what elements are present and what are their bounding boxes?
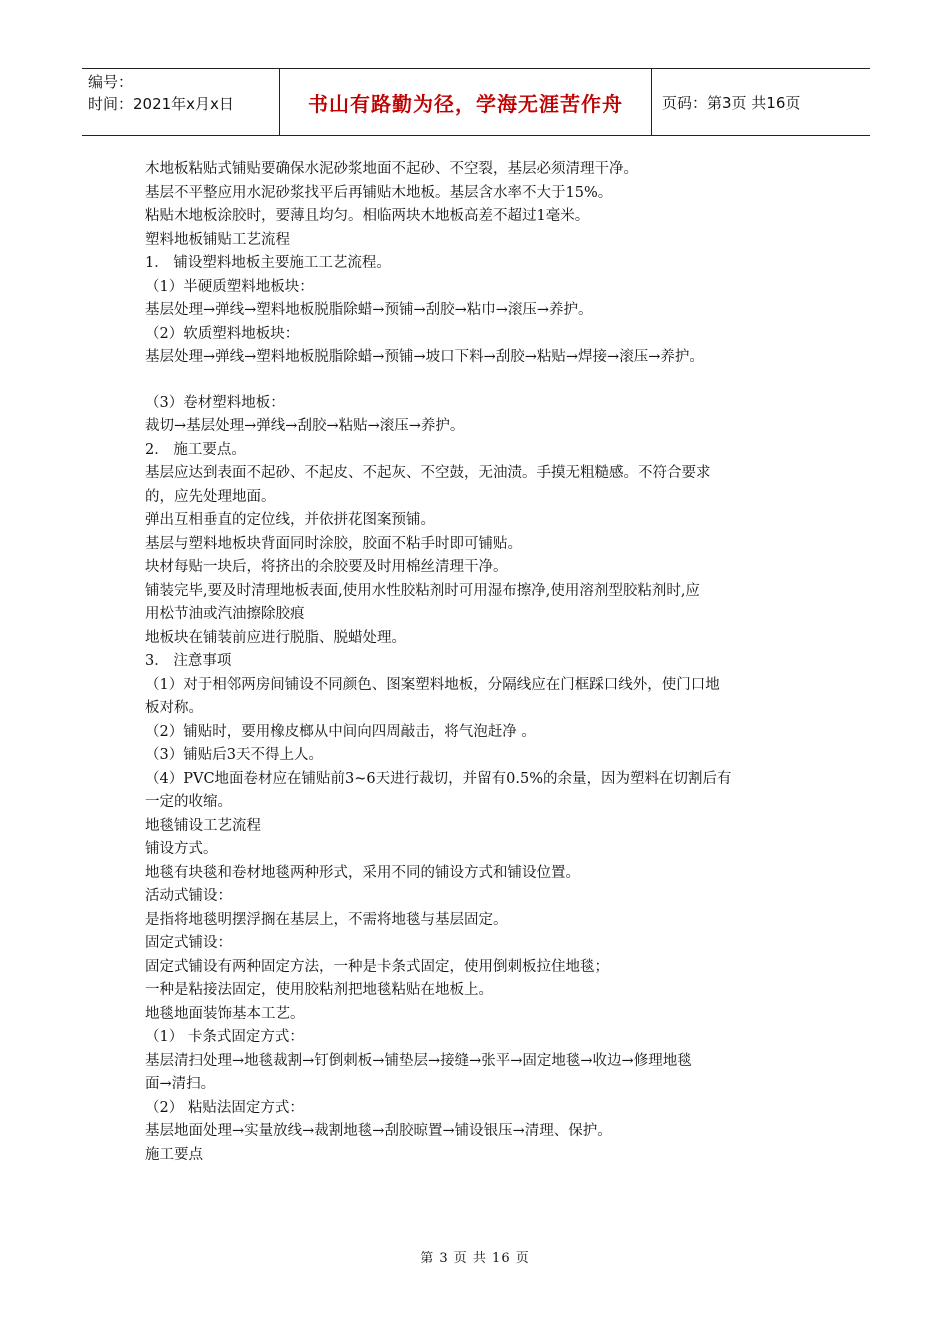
text-line: 裁切→基层处理→弹线→刮胶→粘贴→滚压→养护。 [145, 418, 465, 434]
document-date-label: 时间：2021年x月x日 [88, 95, 234, 113]
text-line: 2． 施工要点。 [145, 441, 246, 458]
text-line: 固定式铺设有两种固定方法，一种是卡条式固定，使用倒刺板拉住地毯； [145, 958, 609, 975]
text-line: 基层应达到表面不起砂、不起皮、不起灰、不空鼓，无油渍。手摸无粗糙感。不符合要求 [145, 465, 711, 481]
header-page-label: 页码：第3页 共16页 [662, 93, 801, 112]
text-line: 板对称。 [145, 700, 203, 716]
text-line: 基层与塑料地板块背面同时涂胶，胶面不粘手时即可铺贴。 [145, 535, 522, 552]
text-line: 地毯有块毯和卷材地毯两种形式，采用不同的铺设方式和铺设位置。 [145, 864, 580, 881]
text-line: 施工要点 [145, 1146, 203, 1163]
text-line: （1） 卡条式固定方式： [145, 1029, 304, 1045]
text-line: 是指将地毯明摆浮搁在基层上，不需将地毯与基层固定。 [145, 911, 508, 928]
text-line: 一定的收缩。 [145, 794, 232, 810]
text-line: （1）对于相邻两房间铺设不同颜色、图案塑料地板，分隔线应在门框踩口线外，使门口地 [145, 676, 720, 693]
text-line: （3）卷材塑料地板： [145, 394, 285, 411]
text-line: 的，应先处理地面。 [145, 488, 276, 505]
text-line: 活动式铺设： [145, 888, 232, 904]
text-line: 基层处理→弹线→塑料地板脱脂除蜡→预铺→刮胶→粘巾→滚压→养护。 [145, 302, 593, 318]
text-line: （2）软质塑料地板块： [145, 325, 300, 342]
text-line: 地毯地面装饰基本工艺。 [145, 1005, 305, 1022]
text-line: 面→清扫。 [145, 1076, 216, 1092]
text-line: （2） 粘贴法固定方式： [145, 1099, 304, 1116]
text-line: （2）铺贴时，要用橡皮榔从中间向四周敲击，将气泡赶净 。 [145, 723, 536, 740]
document-body [145, 158, 810, 1167]
header-motto: 书山有路勤为径，学海无涯苦作舟 [280, 69, 652, 135]
text-line: 基层处理→弹线→塑料地板脱脂除蜡→预铺→坡口下料→刮胶→粘贴→焊接→滚压→养护。 [145, 349, 704, 365]
text-line: 3． 注意事项 [145, 653, 232, 669]
text-line: 铺设方式。 [145, 841, 218, 857]
text-line: （3）铺贴后3天不得上人。 [145, 747, 323, 763]
text-line: 木地板粘贴式铺贴要确保水泥砂浆地面不起砂、不空裂，基层必须清理干净。 [145, 161, 638, 177]
page-header [82, 68, 870, 136]
text-line: （1）半硬质塑料地板块： [145, 278, 314, 295]
text-line: 弹出互相垂直的定位线，并依拼花图案预铺。 [145, 512, 435, 528]
text-line: 基层不平整应用水泥砂浆找平后再铺贴木地板。基层含水率不大于15%。 [145, 184, 613, 201]
text-line: 1． 铺设塑料地板主要施工工艺流程。 [145, 255, 391, 271]
section-heading: 塑料地板铺贴工艺流程 [145, 231, 290, 248]
text-line: （4）PVC地面卷材应在铺贴前3~6天进行裁切，并留有0.5%的余量，因为塑料在切割后有 [145, 770, 732, 787]
text-line: 用松节油或汽油擦除胶痕 [145, 606, 305, 622]
text-line: 一种是粘接法固定，使用胶粘剂把地毯粘贴在地板上。 [145, 982, 493, 998]
text-line: 基层地面处理→实量放线→裁割地毯→刮胶晾置→铺设银压→清理、保护。 [145, 1123, 612, 1139]
text-line: 铺装完毕,要及时清理地板表面,使用水性胶粘剂时可用湿布擦净,使用溶剂型胶粘剂时,应 [145, 582, 700, 599]
text-line: 块材每贴一块后，将挤出的余胶要及时用棉丝清理干净。 [145, 559, 508, 575]
page-footer: 第 3 页 共 16 页 [420, 1251, 530, 1266]
text-line: 粘贴木地板涂胶时，要薄且均匀。相临两块木地板高差不超过1毫米。 [145, 208, 590, 224]
section-heading: 地毯铺设工艺流程 [145, 817, 261, 834]
text-line: 地板块在铺装前应进行脱脂、脱蜡处理。 [145, 629, 406, 646]
header-meta [82, 69, 280, 135]
text-line: 基层清扫处理→地毯裁割→钉倒刺板→铺垫层→接缝→张平→固定地毯→收边→修理地毯 [145, 1052, 692, 1069]
text-line: 固定式铺设： [145, 935, 232, 951]
document-number-label: 编号： [88, 73, 134, 91]
